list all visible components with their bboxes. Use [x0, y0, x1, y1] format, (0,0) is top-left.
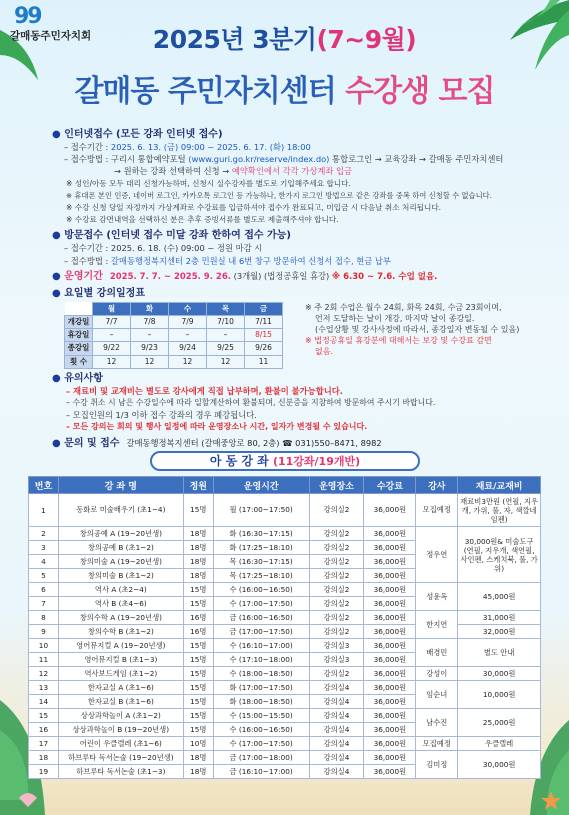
course-fee: 36,000원: [364, 583, 416, 597]
course-fee: 36,000원: [364, 541, 416, 555]
visit-heading: ● 방문접수 (인터넷 접수 미달 강좌 한하여 접수 가능): [52, 230, 291, 242]
course-fee: 36,000원: [364, 723, 416, 737]
course-row: [29, 709, 541, 723]
course-teacher: 모집예정: [416, 737, 458, 751]
caution-item: – 모집인원의 1/3 이하 접수 강좌의 경우 폐강됩니다.: [66, 410, 257, 421]
course-place: 강의실2: [309, 569, 364, 583]
course-capacity: 18명: [183, 765, 213, 779]
course-name: 역사보드게임 (초1~2): [58, 667, 183, 681]
course-time: 화 (16:30~17:15): [213, 527, 309, 541]
course-place: 강의실4: [309, 695, 364, 709]
course-materials: 30,000원: [458, 667, 541, 681]
course-place: 강의실4: [309, 681, 364, 695]
course-place: 강의실2: [309, 555, 364, 569]
course-fee: 36,000원: [364, 569, 416, 583]
course-name: 한자교실 B (초1~6): [58, 695, 183, 709]
schedule-table: [64, 302, 283, 369]
course-materials: 45,000원: [458, 583, 541, 611]
caution-item: – 모든 강의는 회의 및 행사 일정에 따라 운영장소나 시간, 일자가 변경될 수 있습니다.: [66, 422, 368, 432]
title-center-name: 갈매동 주민자치센터: [74, 74, 346, 109]
title-line1: [0, 20, 569, 56]
course-fee: 36,000원: [364, 737, 416, 751]
schedule-day: 수: [169, 302, 207, 315]
course-capacity: 15명: [183, 681, 213, 695]
course-row: [29, 751, 541, 765]
course-no: 2: [29, 527, 59, 541]
course-row: [29, 583, 541, 597]
course-row: [29, 494, 541, 527]
logo-mark: 99: [14, 4, 41, 29]
caution-item: – 수강 취소 시 남은 수강일수에 따라 일할계산하여 환불되며, 신분증을 지참하여 방문하여 주시기 바랍니다.: [66, 398, 436, 408]
course-no: 6: [29, 583, 59, 597]
visit-method: – 접수방법 : 갈매동행정복지센터 2층 민원실 내 6번 창구 방문하여 신청서 접수, 현금 납부: [64, 255, 391, 266]
course-row: [29, 667, 541, 681]
course-no: 1: [29, 494, 59, 527]
visit-period: – 접수기간 : 2025. 6. 18. (수) 09:00 ~ 정원 마감 시: [64, 243, 263, 254]
course-time: 화 (17:25~18:10): [213, 541, 309, 555]
operation-line: ● 운영기간 2025. 7. 7. ~ 2025. 9. 26. (3개월) (법정공휴일 휴강) ※ 6.30 ~ 7.6. 수업 없음.: [52, 270, 438, 282]
course-capacity: 15명: [183, 597, 213, 611]
course-no: 19: [29, 765, 59, 779]
course-row: [29, 639, 541, 653]
schedule-day: 금: [245, 302, 283, 315]
internet-period: – 접수기간 : 2025. 6. 13. (금) 09:00 ~ 2025. 6. 17. (화) 18:00: [64, 142, 311, 152]
course-time: 수 (16:10~17:00): [213, 639, 309, 653]
course-no: 14: [29, 695, 59, 709]
course-time: 화 (18:00~18:50): [213, 695, 309, 709]
course-capacity: 15명: [183, 709, 213, 723]
course-name: 상상과학놀이 B (19~20년생): [58, 723, 183, 737]
info-section: [52, 125, 522, 450]
course-materials: 31,000원: [458, 611, 541, 625]
course-fee: 36,000원: [364, 611, 416, 625]
course-name: 동화로 미술배우기 (초1~4): [58, 494, 183, 527]
course-teacher: 정우연: [416, 527, 458, 583]
course-name: 하브루타 독서논술 (초1~3): [58, 765, 183, 779]
course-fee: 36,000원: [364, 494, 416, 527]
course-name: 하브루타 독서논술 (19~20년생): [58, 751, 183, 765]
schedule-notes: ※ 주 2회 수업은 월수 24회, 화목 24회, 수금 23회이며, 언저 도달하는 날이 개강, 마지막 날이 종강일. (수업상황 및 강사사정에 따라서, 종강일자 변동될 수 있음) ※ 법정공휴일 휴강분에 대해서는 보강 및 수강료 감면 없음.: [305, 302, 520, 356]
caution-item: – 재료비 및 교재비는 별도로 강사에게 직접 납부하며, 환불이 불가능합니다.: [66, 385, 343, 396]
schedule-heading: ● 요일별 강의일정표: [52, 287, 145, 299]
course-teacher: 김미정: [416, 751, 458, 779]
course-no: 12: [29, 667, 59, 681]
course-materials: 우클렐레: [458, 737, 541, 751]
course-fee: 36,000원: [364, 681, 416, 695]
course-capacity: 15명: [183, 494, 213, 527]
course-capacity: 15명: [183, 723, 213, 737]
course-time: 수 (16:00~16:50): [213, 723, 309, 737]
course-place: 강의실2: [309, 625, 364, 639]
course-place: 강의실3: [309, 639, 364, 653]
course-fee: 36,000원: [364, 597, 416, 611]
course-no: 13: [29, 681, 59, 695]
course-capacity: 18명: [183, 527, 213, 541]
course-no: 8: [29, 611, 59, 625]
course-materials: 25,000원: [458, 709, 541, 737]
course-time: 화 (17:00~17:50): [213, 681, 309, 695]
caution-heading: ● 유의사항: [52, 372, 103, 384]
course-row: [29, 681, 541, 695]
course-teacher: 한지연: [416, 611, 458, 639]
poster-header: [0, 0, 569, 118]
course-row: [29, 625, 541, 639]
course-teacher: 남수진: [416, 709, 458, 737]
course-teacher: 강성이: [416, 667, 458, 681]
course-time: 금 (16:00~16:50): [213, 611, 309, 625]
course-name: 역사 A (초2~4): [58, 583, 183, 597]
course-place: 강의실2: [309, 597, 364, 611]
course-fee: 36,000원: [364, 765, 416, 779]
course-row: [29, 737, 541, 751]
course-row: [29, 611, 541, 625]
course-name: 상상과학놀이 A (초1~2): [58, 709, 183, 723]
internet-note: ※ 수강료 감면내역을 선택하신 분은 추후 증빙서류를 별도로 제출해주셔야 합니다.: [66, 215, 339, 225]
course-table-header: 번호 강 좌 명 정원 운영시간 운영장소 수강료 강사 재료/교재비: [29, 477, 541, 494]
schedule-row: 개강일 7/7 7/8 7/9 7/10 7/11: [65, 316, 283, 329]
course-time: 목 (16:30~17:15): [213, 555, 309, 569]
course-materials: 30,000원& 미술도구 (연필, 지우개, 색연필, 사인펜, 스케치북, 풀, 가위): [458, 527, 541, 583]
course-name: 영어뮤지컬 B (초1~3): [58, 653, 183, 667]
course-place: 강의실2: [309, 611, 364, 625]
course-no: 17: [29, 737, 59, 751]
course-materials: 재료비3만원 (연필, 지우개, 가위, 풀, 자, 색깔네임펜): [458, 494, 541, 527]
course-capacity: 15명: [183, 583, 213, 597]
course-no: 3: [29, 541, 59, 555]
course-place: 강의실4: [309, 737, 364, 751]
course-fee: 36,000원: [364, 625, 416, 639]
internet-note: ※ 휴대폰 본인 인증, 네이버 로그인, 카카오톡 로그인 등 가능하나, 한가지 로그인 방법으로 같은 강좌를 중복 하여 신청할 수 없습니다.: [66, 190, 492, 200]
course-no: 18: [29, 751, 59, 765]
course-place: 강의실2: [309, 583, 364, 597]
course-name: 창의공예 B (초1~2): [58, 541, 183, 555]
schedule-row: 횟 수 12 12 12 12 11: [65, 355, 283, 368]
course-capacity: 18명: [183, 569, 213, 583]
course-time: 금 (17:00~17:50): [213, 625, 309, 639]
course-no: 11: [29, 653, 59, 667]
course-no: 9: [29, 625, 59, 639]
course-teacher: 모집예정: [416, 494, 458, 527]
course-teacher: 배경민: [416, 639, 458, 667]
course-time: 수 (15:00~15:50): [213, 709, 309, 723]
course-capacity: 16명: [183, 611, 213, 625]
title-months: (7~9월): [316, 25, 417, 54]
course-fee: 36,000원: [364, 751, 416, 765]
course-capacity: 18명: [183, 555, 213, 569]
course-time: 수 (16:00~16:50): [213, 583, 309, 597]
course-row: [29, 527, 541, 541]
course-no: 5: [29, 569, 59, 583]
course-no: 15: [29, 709, 59, 723]
course-name: 창의공예 A (19~20년생): [58, 527, 183, 541]
course-place: 강의실2: [309, 541, 364, 555]
course-name: 역사 B (초4~6): [58, 597, 183, 611]
course-capacity: 15명: [183, 667, 213, 681]
course-no: 10: [29, 639, 59, 653]
course-fee: 36,000원: [364, 709, 416, 723]
course-materials: 32,000원: [458, 625, 541, 639]
course-time: 수 (17:00~17:50): [213, 597, 309, 611]
schedule-block: [52, 302, 522, 369]
schedule-row: 종강일 9/22 9/23 9/24 9/25 9/26: [65, 342, 283, 355]
course-place: 강의실2: [309, 527, 364, 541]
shell-icon: [18, 792, 38, 808]
course-place: 강의실4: [309, 751, 364, 765]
course-name: 한자교실 A (초1~6): [58, 681, 183, 695]
schedule-row: 휴강일 – – – – 8/15: [65, 329, 283, 342]
course-time: 수 (18:00~18:50): [213, 667, 309, 681]
course-capacity: 16명: [183, 625, 213, 639]
internet-heading: ● 인터넷접수 (모든 강좌 인터넷 접수): [52, 129, 223, 140]
course-no: 16: [29, 723, 59, 737]
course-no: 4: [29, 555, 59, 569]
course-capacity: 18명: [183, 751, 213, 765]
course-time: 금 (17:00~18:00): [213, 751, 309, 765]
course-name: 창의미술 A (19~20년생): [58, 555, 183, 569]
course-capacity: 15명: [183, 653, 213, 667]
course-table-title: 아 동 강 좌 (11강좌/19개반): [150, 451, 420, 471]
course-name: 창의수학 B (초1~2): [58, 625, 183, 639]
course-materials: 10,000원: [458, 681, 541, 709]
course-fee: 36,000원: [364, 639, 416, 653]
course-capacity: 15명: [183, 639, 213, 653]
course-capacity: 10명: [183, 737, 213, 751]
course-materials: 별도 안내: [458, 639, 541, 667]
course-time: 수 (17:00~17:50): [213, 737, 309, 751]
course-name: 어린이 우클렐레 (초1~6): [58, 737, 183, 751]
course-materials: 30,000원: [458, 751, 541, 779]
course-teacher: 성윤옥: [416, 583, 458, 611]
course-table: [28, 476, 541, 779]
course-no: 7: [29, 597, 59, 611]
course-capacity: 18명: [183, 541, 213, 555]
title-recruit: 수강생 모집: [345, 74, 495, 109]
course-name: 창의수학 A (19~20년생): [58, 611, 183, 625]
course-time: 목 (17:25~18:10): [213, 569, 309, 583]
course-place: 강의실4: [309, 765, 364, 779]
course-place: 강의실3: [309, 653, 364, 667]
course-name: 영어뮤지컬 A (19~20년생): [58, 639, 183, 653]
course-time: 수 (17:10~18:00): [213, 653, 309, 667]
contact-line: ● 문의 및 접수 갈매동행정복지센터 (갈매중앙로 80, 2층) ☎ 031)550–8471, 8982: [52, 437, 382, 449]
course-place: 강의실4: [309, 709, 364, 723]
internet-note: ※ 성인/아동 모두 대리 신청가능하며, 신청시 실수강자를 별도로 기입해주세요 합니다.: [66, 178, 351, 188]
course-fee: 36,000원: [364, 527, 416, 541]
internet-method: – 접수방법 : 구리시 통합예약포털 (www.guri.go.kr/reserve/index.do) 통합로그인 → 교육강좌 → 갈매동 주민자치센터: [64, 154, 504, 165]
course-place: 강의실2: [309, 667, 364, 681]
logo-text: 갈매동주민자치회: [10, 30, 92, 42]
course-fee: 36,000원: [364, 667, 416, 681]
course-time: 금 (16:10~17:00): [213, 765, 309, 779]
course-fee: 36,000원: [364, 695, 416, 709]
course-capacity: 15명: [183, 695, 213, 709]
course-teacher: 임순녀: [416, 681, 458, 709]
course-fee: 36,000원: [364, 653, 416, 667]
schedule-day: 화: [131, 302, 169, 315]
internet-method-line2: → 원하는 강좌 선택하여 신청 → 예약확인에서 각각 가상계좌 입금: [114, 166, 353, 177]
title-year-quarter: 2025년 3분기: [152, 25, 317, 54]
title-line2: [0, 66, 569, 110]
starfish-icon: [540, 790, 562, 812]
course-time: 월 (17:00~17:50): [213, 494, 309, 527]
internet-note: ※ 수강 신청 당일 자정까지 가상계좌로 수강료를 입금하셔야 접수가 완료되고, 미입금 시 다음날 취소 처리됩니다.: [66, 203, 442, 213]
schedule-day: 월: [93, 302, 131, 315]
course-place: 강의실4: [309, 723, 364, 737]
course-name: 창의미술 B (초1~2): [58, 569, 183, 583]
schedule-day: 목: [207, 302, 245, 315]
course-place: 강의실2: [309, 494, 364, 527]
course-fee: 36,000원: [364, 555, 416, 569]
